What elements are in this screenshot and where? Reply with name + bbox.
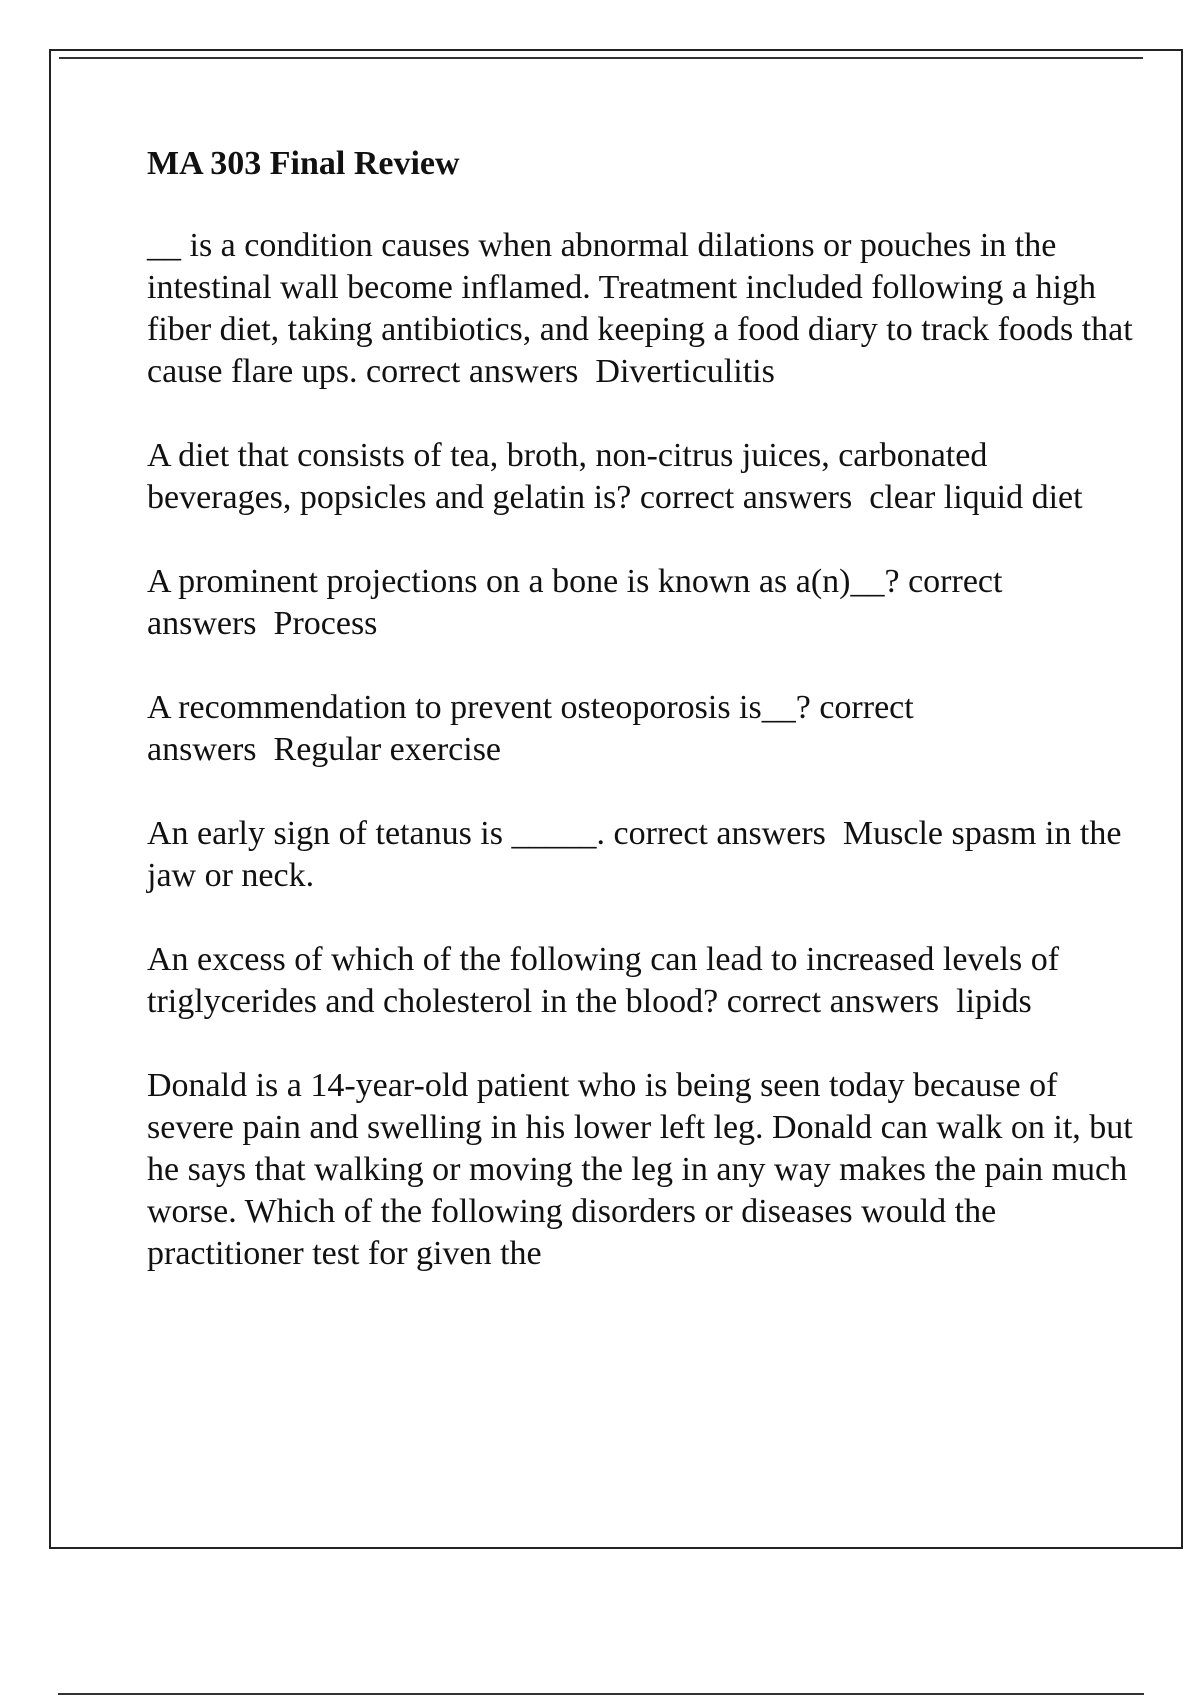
page-frame <box>49 49 1183 1549</box>
answer-text: Muscle spasm in the jaw or neck. <box>147 815 1122 894</box>
top-divider <box>59 57 1143 59</box>
page-title: MA 303 Final Review <box>147 145 460 182</box>
answer-label: correct answers <box>639 479 853 516</box>
qa-item <box>147 687 1137 771</box>
answer-label: correct answers <box>726 983 940 1020</box>
answer-text: lipids <box>956 983 1032 1020</box>
question-text: A diet that consists of tea, broth, non-citrus juices, carbonated beverages, popsicles and gelatin is? <box>147 437 988 516</box>
answer-label: correct answers <box>147 563 1003 642</box>
answer-text: Process <box>273 605 378 642</box>
question-text: An excess of which of the following can lead to increased levels of triglycerides and cholesterol in the blood? <box>147 941 1060 1020</box>
question-text: An early sign of tetanus is _____. <box>147 815 605 852</box>
qa-item <box>147 939 1137 1023</box>
qa-item-truncated <box>147 1065 1137 1275</box>
answer-text: Regular exercise <box>273 731 502 768</box>
question-text: __ is a condition causes when abnormal dilations or pouches in the intestinal wall become inflamed. Treatment included following a high fiber diet, taking antibiotics, and keeping a food diary to track foods that cause flare ups. <box>147 227 1133 390</box>
answer-label: correct answers <box>366 353 579 390</box>
question-text: Donald is a 14-year-old patient who is being seen today because of severe pain and swelling in his lower left leg. Donald can walk on it, but he says that walking or moving the leg in any way makes the pain much worse. Which of the following disorders or diseases would the practitioner test for given the <box>147 1067 1133 1272</box>
question-text: A prominent projections on a bone is known as a(n)__? <box>147 563 900 600</box>
document-body <box>147 143 1137 1317</box>
qa-list <box>147 225 1137 1275</box>
qa-item <box>147 435 1137 519</box>
bottom-divider <box>58 1693 1144 1695</box>
answer-text: Diverticulitis <box>595 353 775 390</box>
answer-label: correct answers <box>147 689 914 768</box>
qa-item <box>147 813 1137 897</box>
answer-text: clear liquid diet <box>869 479 1083 516</box>
qa-item <box>147 225 1137 393</box>
question-text: A recommendation to prevent osteoporosis is__? <box>147 689 811 726</box>
qa-item <box>147 561 1137 645</box>
answer-label: correct answers <box>613 815 826 852</box>
